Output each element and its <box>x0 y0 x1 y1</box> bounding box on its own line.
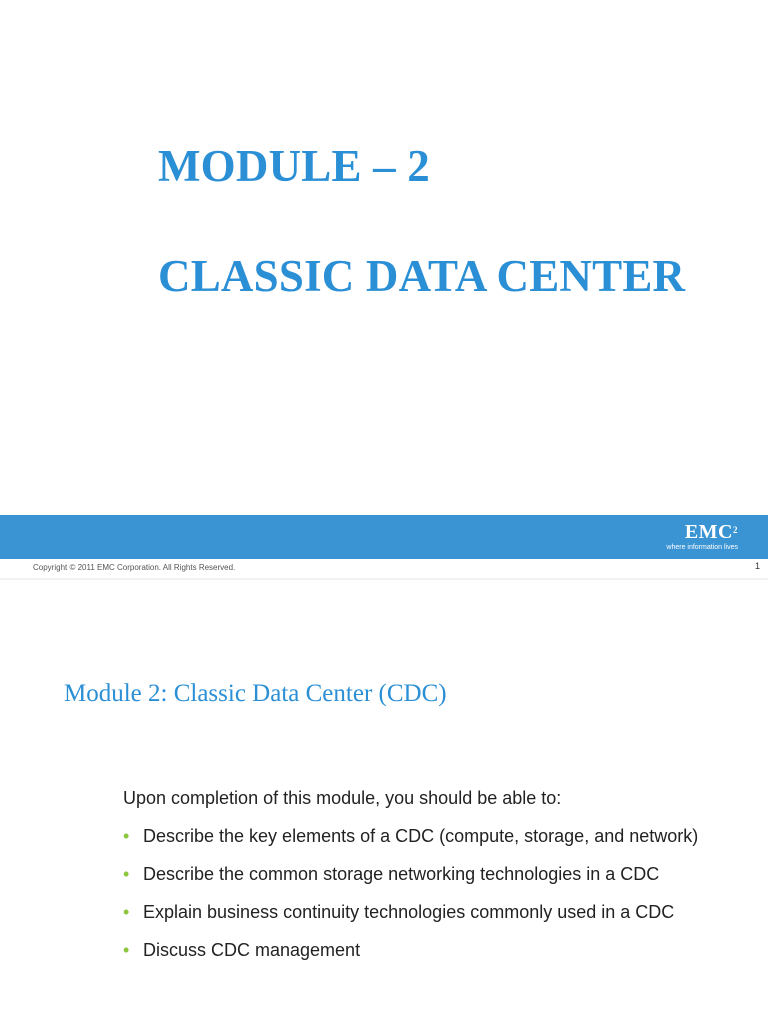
objectives-list <box>123 825 698 977</box>
list-item <box>123 863 698 901</box>
bullet-icon: • <box>123 826 130 846</box>
slide-2 <box>0 580 768 1024</box>
copyright-notice: Copyright © 2011 EMC Corporation. All Rights Reserved. <box>33 563 236 572</box>
bullet-icon: • <box>123 864 130 884</box>
page-number: 1 <box>754 561 760 571</box>
footer-band <box>0 515 768 559</box>
slide-title: Module 2: Classic Data Center (CDC) <box>64 680 447 707</box>
emc-logo <box>666 522 738 552</box>
list-item-text: Explain business continuity technologies commonly used in a CDC <box>143 902 675 922</box>
intro-text: Upon completion of this module, you should be able to: <box>123 788 562 808</box>
list-item <box>123 939 698 977</box>
bullet-icon: • <box>123 940 130 960</box>
list-item <box>123 825 698 863</box>
list-item-text: Discuss CDC management <box>143 940 361 960</box>
logo-wordmark: EMC$^2$ <box>684 521 738 543</box>
slide-title-module: MODULE – 2 <box>158 141 430 191</box>
slide-title-subject: CLASSIC DATA CENTER <box>158 251 686 301</box>
list-item-text: Describe the key elements of a CDC (compute, storage, and network) <box>143 826 699 846</box>
bullet-icon: • <box>123 902 130 922</box>
list-item-text: Describe the common storage networking technologies in a CDC <box>143 864 660 884</box>
logo-tagline: where information lives <box>666 544 738 551</box>
list-item <box>123 901 698 939</box>
